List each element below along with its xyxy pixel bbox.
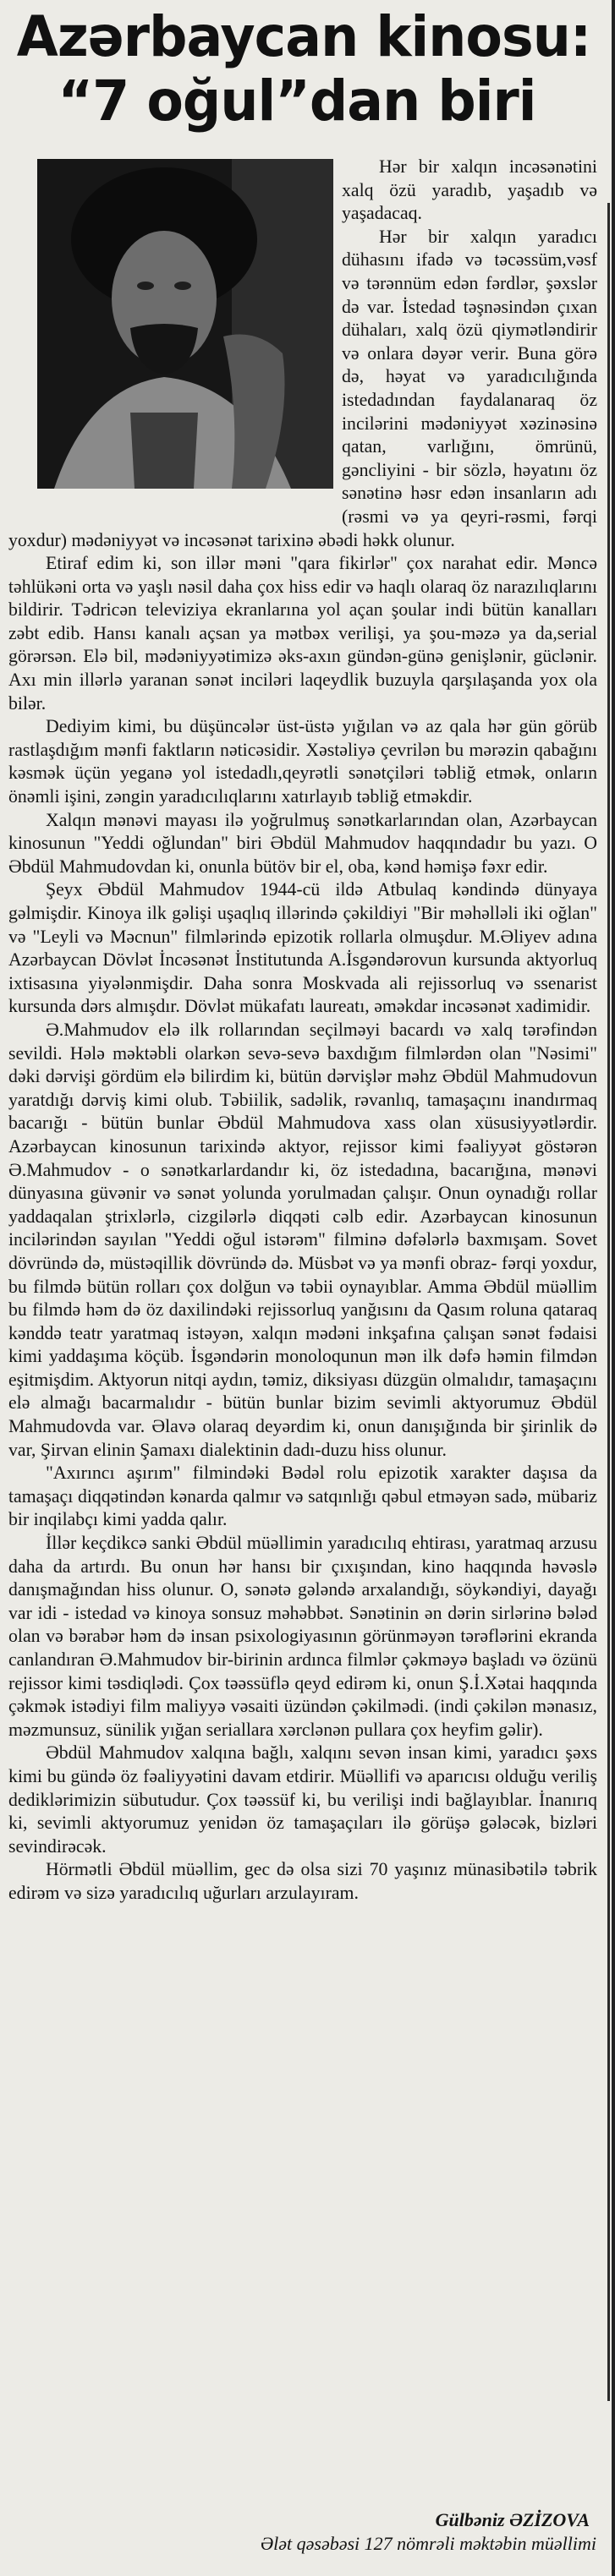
paragraph-1: Hər bir xalqın incəsənətini xalq özü yaradıb, yaşadıb və yaşadacaq. <box>342 156 597 224</box>
paragraph-6: Şeyx Əbdül Mahmudov 1944-cü ildə Atbulaq kəndində dünyaya gəlmişdir. Kinoya ilk gəlişi uşaqlıq illərində çəkildiyi "Bir məhəlləli iki oğlan" və "Leyli və Məcnun" filmlərində epizotik rollarla olmuşdur. M.Əliyev adına Azərbaycan Dövlət İncəsənət İnstitutunda A.İsgəndərovun kursunda aktyorluq ixtisasına yiyələnmişdir. Daha sonra Moskvada ali rejissorluq və ssenarist kursunda dərs almışdır. Dövlət mükafatı laureatı, əməkdar incəsənət xadimidir. <box>8 879 597 1017</box>
paragraph-4: Dediyim kimi, bu düşüncələr üst-üstə yığılan və az qala hər gün görüb rastlaşdığım mənfi faktların nəticəsidir. Xəstəliyə çevrilən bu mərəzin qabağını kəsmək üçün yeganə yol istedadlı,qeyrətli sənətçiləri təbliğ etmək, onların önəmli işini, zəngin yaradıcılıqlarını xatırlayıb təbliğ etməkdir. <box>8 716 597 807</box>
paragraph-2: Hər bir xalqın yaradıcı dühasını ifadə və təcəssüm,vəsf və tərənnüm edən fərdlər, şəxslər də var. İstedad təşnəsindən çıxan dühaları, xalq özü qiymətləndirir və onlara dəyər verir. Buna görə də, həyat və yaradıcılığında istedadından faydalanaraq öz incilərini mədəniyyət xəzinəsinə qatan, varlığını, ömrünü, gəncliyini - bir sözlə, həyatını öz sənətinə həsr edən insanların adı (rəsmi və ya qeyri-rəsmi, fərqi yoxdur) mədəniyyət və incəsənət tarixinə əbədi həkk olunur. <box>8 226 597 550</box>
paragraph-8: "Axırıncı aşırım" filmindəki Bədəl rolu epizotik xarakter daşısa da tamaşaçı diqqətindən kənarda qalmır və satqınlığı qəbul etməyən sadə, mübariz bir inqilabçı kimi yadda qalır. <box>8 1463 597 1530</box>
paragraph-3: Etiraf edim ki, son illər məni "qara fikirlər" çox narahat edir. Məncə təhlükəni orta və yaşlı nəsil daha çox hiss edir və haqlı olaraq öz narazılıqlarını bildirir. Tədricən televiziya ekranlarına yol açan şoular indi bütün kanalları zəbt edib. Hansı kanalı açsan ya mətbəx verilişi, ya şou-məzə ya da,serial görərsən. Elə bil, mədəniyyətimizə əks-axın gündən-günə genişlənir, güclənir. Axı min illərlə yaranan sənət inciləri laqeydlik buzuyla qarşılaşanda yox ola bilər. <box>8 553 597 714</box>
headline-line-1: Azərbaycan kinosu: <box>16 4 591 69</box>
paragraph-5: Xalqın mənəvi mayası ilə yoğrulmuş sənətkarlarından olan, Azərbaycan kinosunun "Yeddi oğlundan" biri Əbdül Mahmudov haqqındadır bu yazı. O Əbdül Mahmudovdan ki, onunla bütöv bir el, oba, kənd həmişə fəxr edir. <box>8 809 597 877</box>
author-name: Gülbəniz ƏZİZOVA <box>435 2509 590 2530</box>
author-affiliation: Ələt qəsəbəsi 127 nömrəli məktəbin müəllimi <box>260 2533 596 2554</box>
paragraph-10: Əbdül Mahmudov xalqına bağlı, xalqını sevən insan kimi, yaradıcı şəxs kimi bu gündə öz fəaliyyətini davam etdirir. Müəllifi və aparıcısı olduğu veriliş dediklərimizin sübutudur. Çox təəssüf ki, bu verilişi indi bağlayıblar. İnanırıq ki, sevimli aktyorumuz yenidən öz tamaşaçıları ilə görüşə gələcək, bizləri sevindirəcək. <box>8 1742 597 1857</box>
paragraph-11: Hörmətli Əbdül müəllim, gec də olsa sizi 70 yaşınız münasibətilə təbrik edirəm və sizə yaradıcılıq uğurları arzulayıram. <box>8 1859 597 1903</box>
headline-line-2: “7 oğul”dan biri <box>58 68 536 134</box>
article-body <box>8 156 597 1906</box>
paragraph-7: Ə.Mahmudov elə ilk rollarından seçilməyi bacardı və xalq tərəfindən sevildi. Hələ məktəbli olarkən sevə-sevə baxdığım filmlərdən olan "Nəsimi" dəki dərvişi gördüm elə bilirdim ki, bütün dərvişlər məhz Əbdül Mahmudovun yaratdığı dərviş kimi olub. Təbiilik, sadəlik, rəvanlıq, tamaşaçını inandırmaq bacarığı - bütün bunlar Əbdül Mahmudova xass olan xüsusiyyətlərdir. Azərbaycan kinosunun tarixində aktyor, rejissor kimi fəaliyyət göstərən Ə.Mahmudov - o sənətkarlardandır ki, öz istedadına, bacarığına, mənəvi dünyasına güvənir və sənət yolunda yorulmadan çalışır. Onun oynadığı rollar yaddaqalan ştrixlərlə, cizgilərlə diqqəti cəlb edir. Azərbaycan kinosunun incilərindən sayılan "Yeddi oğul istərəm" filminə dəfələrlə baxmışam. Sovet dövründə də, müstəqillik dövründə də. Müsbət və ya mənfi obraz- fərqi yoxdur, bu filmdə bütün rolları çox dolğun və təbii oynayıblar. Amma Əbdül müəllim bu filmdə həm də öz daxilindəki rejissorluq yanğısını da Qasım roluna qataraq kənddə teatr yaratmaq istəyən, xalqın mədəni inkşafına çalışan sənət fədaisi kimi yaddaşıma köçüb. İsgəndərin monoloqunun mən ilk dəfə həmin filmdən eşitmişdim. Aktyorun nitqi aydın, təmiz, diksiyası düzgün olmalıdır, tamaşaçını elə almağı bacarmalıdır - bütün bunlar bizim sevimli aktyorumuz Əbdül Mahmudovda var. Əlavə olaraq deyərdim ki, onun danışığında bir şirinlik də var, Şirvan elinin Şamaxı dialektinin dadı-duzu hiss olunur. <box>8 1019 597 1460</box>
paragraph-9: İllər keçdikcə sanki Əbdül müəllimin yaradıcılıq ehtirası, yaratmaq arzusu daha da artırdı. Bu onun hər hansı bir çıxışından, kino haqqında həvəslə danışmağından hiss olunur. O, sənətə gələndə arxalandığı, söykəndiyi, dayağı var idi - istedad və kinoya sonsuz məhəbbət. Sənətinin ən dərin sirlərinə bələd olan və bərabər həm də insan psixologiyasının görünməyən tərəflərini ekranda canlandıran Ə.Mahmudov bir-birinin ardınca filmlər çəkməyə başladı və özünü rejissor kimi təsdiqlədi. Çox təəssüflə qeyd edirəm ki, onun Ş.İ.Xətai haqqında çəkmək istədiyi film maliyyə vəsaiti üzündən çəkilmədi. (indi çəkilən mənasız, məzmunsuz, sünilik yığan seriallara xərclənən pullara çox heyfim gəlir). <box>8 1533 597 1740</box>
article-headline <box>5 5 589 134</box>
column-divider <box>607 203 610 2401</box>
